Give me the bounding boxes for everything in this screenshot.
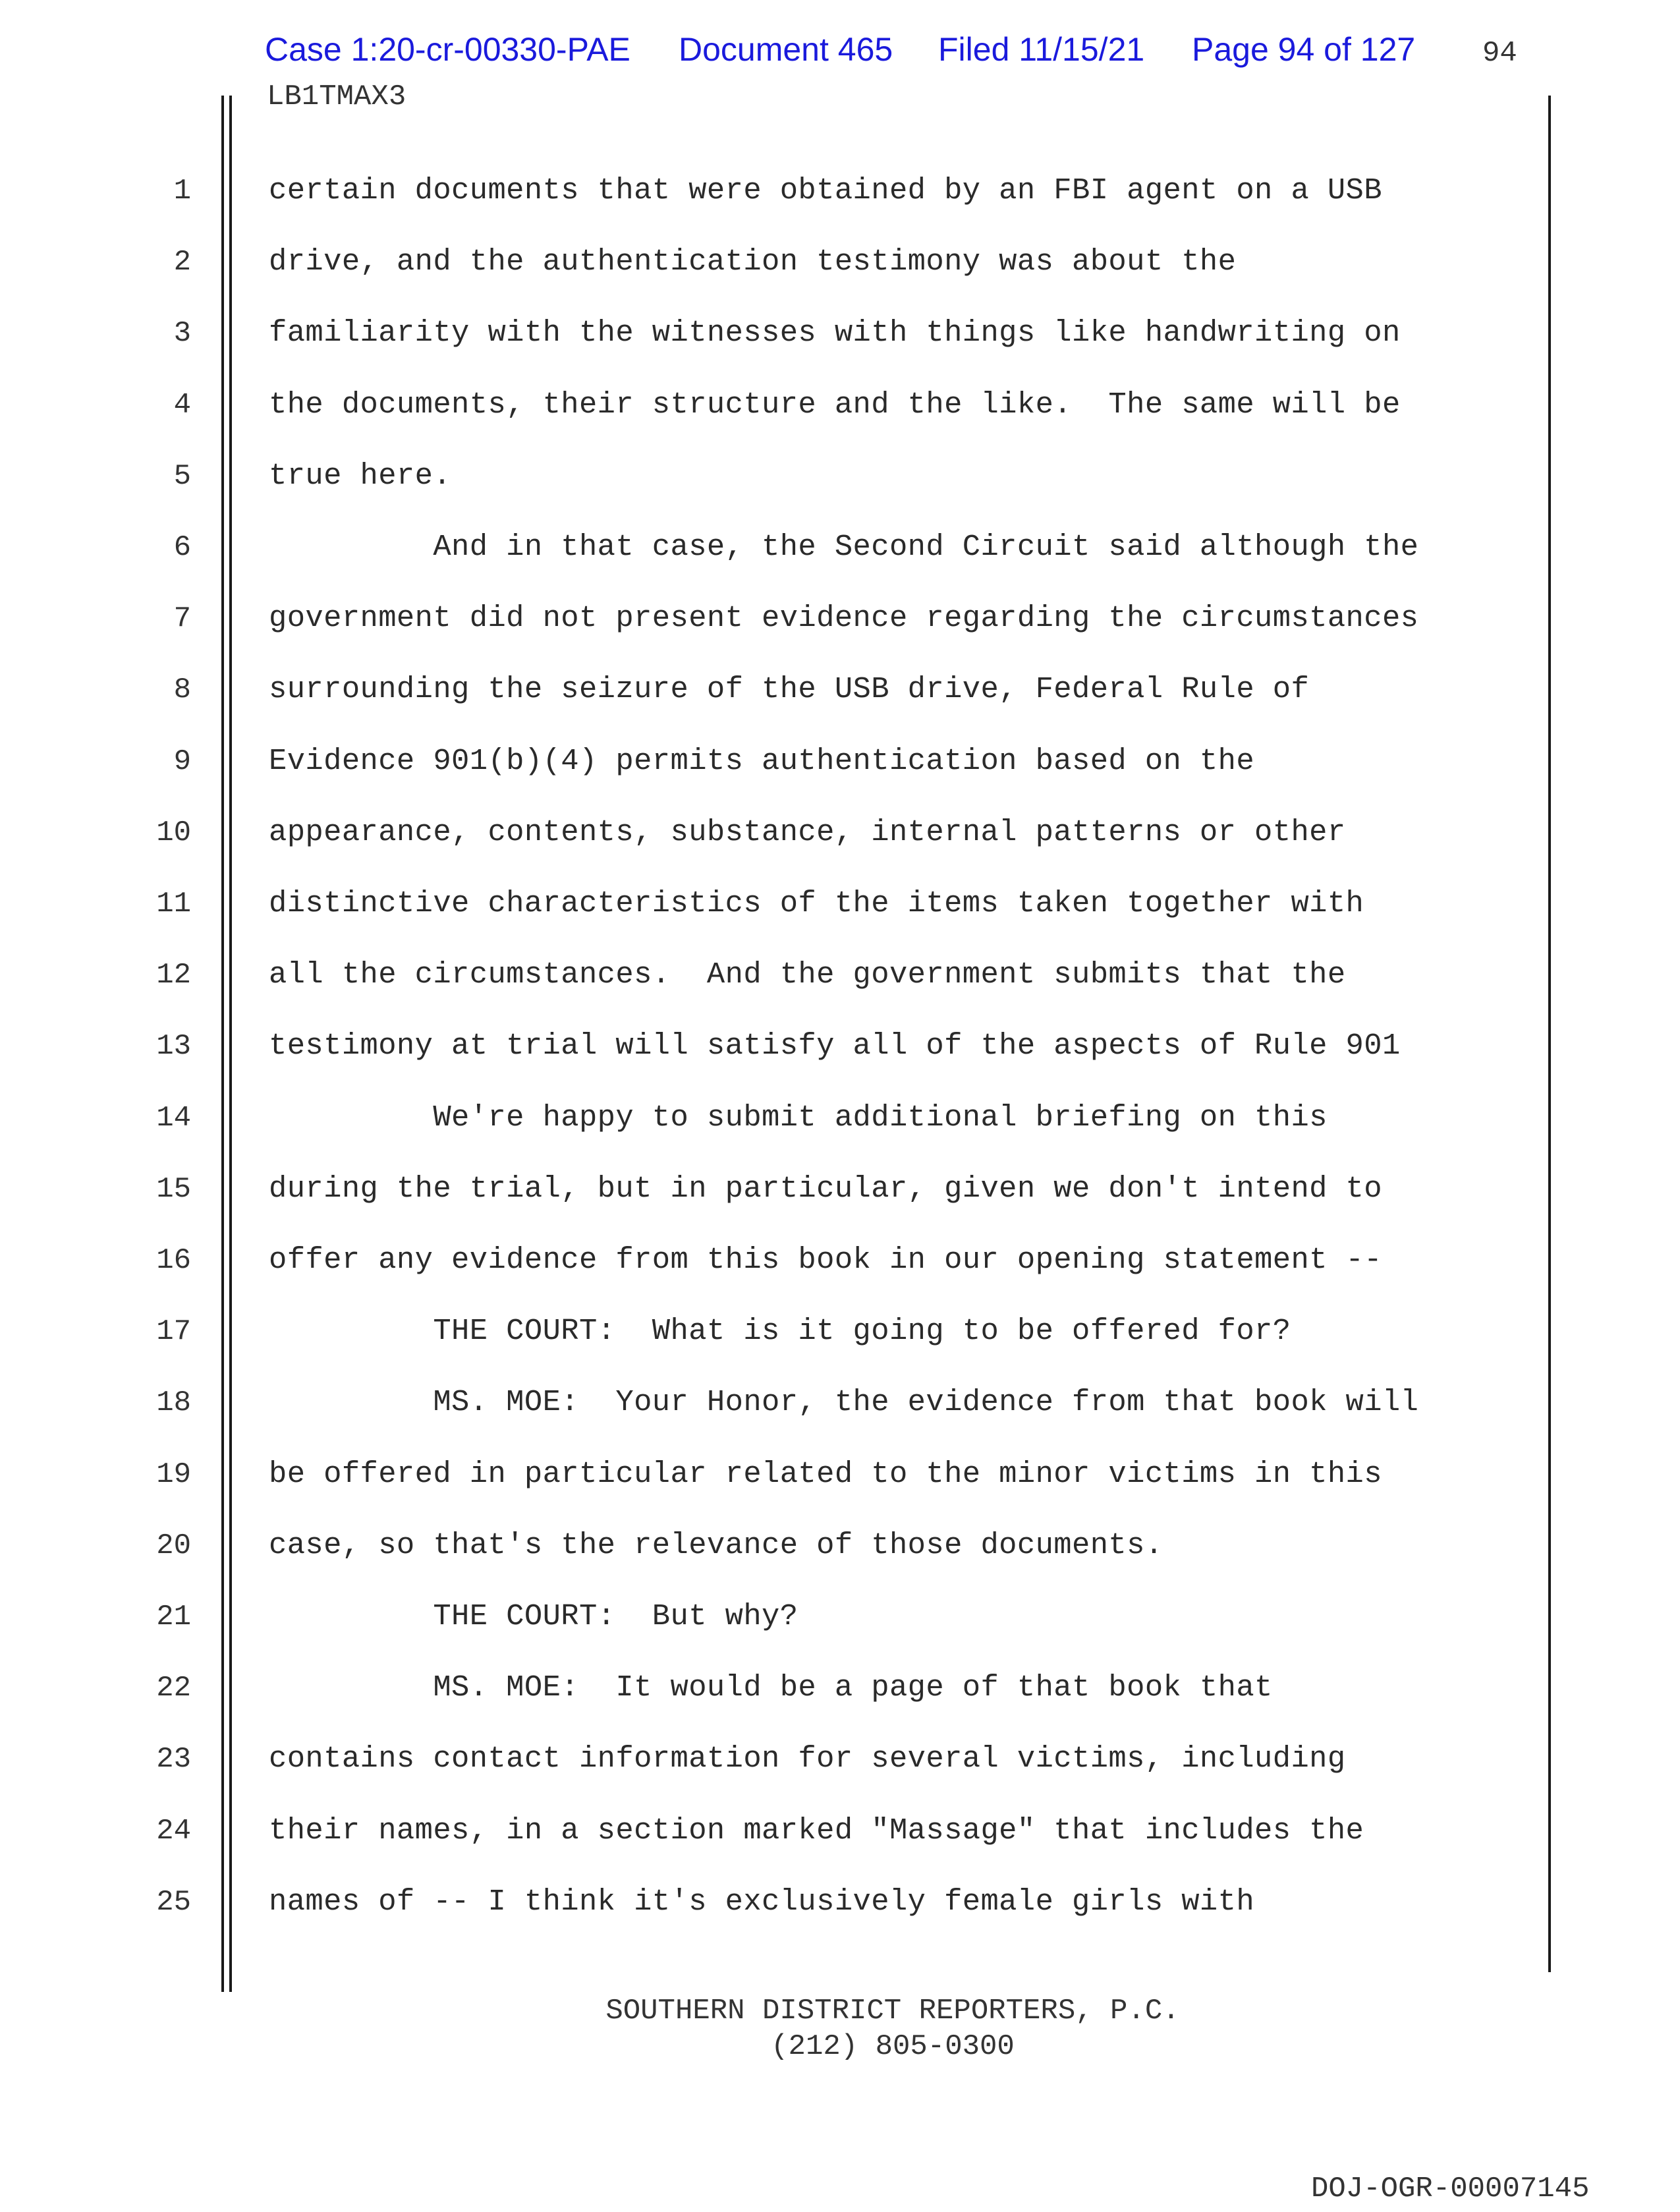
document-number: Document 465: [679, 31, 893, 68]
transcript-code: LB1TMAX3: [267, 80, 406, 113]
line-number: 6: [173, 531, 191, 564]
line-number: 12: [156, 959, 191, 992]
page-of-total: Page 94 of 127: [1192, 31, 1416, 68]
transcript-line: case, so that's the relevance of those documents.: [269, 1528, 1163, 1562]
line-number: 2: [173, 246, 191, 279]
line-number: 16: [156, 1244, 191, 1277]
line-number: 15: [156, 1173, 191, 1206]
transcript-line: appearance, contents, substance, internal patterns or other: [269, 815, 1346, 849]
line-number: 14: [156, 1102, 191, 1135]
left-margin-rule-outer: [221, 96, 224, 1992]
transcript-line: drive, and the authentication testimony was about the: [269, 244, 1237, 279]
transcript-line: MS. MOE: It would be a page of that book that: [269, 1670, 1273, 1705]
reporter-name: SOUTHERN DISTRICT REPORTERS, P.C.: [605, 1995, 1180, 2028]
line-number: 19: [156, 1458, 191, 1491]
bates-number: DOJ-OGR-00007145: [1311, 2172, 1590, 2205]
transcript-line: certain documents that were obtained by an FBI agent on a USB: [269, 173, 1382, 208]
line-number: 20: [156, 1529, 191, 1562]
line-number: 17: [156, 1315, 191, 1348]
line-number: 21: [156, 1601, 191, 1633]
transcript-line: testimony at trial will satisfy all of the aspects of Rule 901: [269, 1029, 1401, 1063]
transcript-line: government did not present evidence regarding the circumstances: [269, 601, 1419, 635]
line-number: 9: [173, 745, 191, 778]
line-number: 10: [156, 816, 191, 849]
transcript-line: And in that case, the Second Circuit said although the: [269, 530, 1419, 564]
case-number: Case 1:20-cr-00330-PAE: [265, 31, 630, 68]
line-number: 5: [173, 460, 191, 493]
left-margin-rule-inner: [229, 96, 232, 1992]
transcript-line: familiarity with the witnesses with things like handwriting on: [269, 316, 1401, 350]
line-number: 25: [156, 1886, 191, 1919]
transcript-line: their names, in a section marked "Massage" that includes the: [269, 1813, 1364, 1848]
transcript-line: names of -- I think it's exclusively female girls with: [269, 1885, 1255, 1919]
transcript-line: THE COURT: But why?: [269, 1599, 798, 1633]
transcript-line: true here.: [269, 459, 452, 493]
line-number: 18: [156, 1386, 191, 1419]
line-number: 1: [173, 175, 191, 208]
line-number: 22: [156, 1672, 191, 1705]
transcript-line: MS. MOE: Your Honor, the evidence from that book will: [269, 1385, 1419, 1419]
line-number: 7: [173, 602, 191, 635]
line-number: 3: [173, 317, 191, 350]
transcript-line: distinctive characteristics of the items taken together with: [269, 886, 1364, 921]
transcript-line: offer any evidence from this book in our opening statement --: [269, 1243, 1382, 1277]
reporter-phone: (212) 805-0300: [771, 2030, 1015, 2063]
line-number: 8: [173, 673, 191, 706]
right-margin-rule: [1548, 96, 1551, 1972]
transcript-line: surrounding the seizure of the USB drive, Federal Rule of: [269, 672, 1310, 706]
transcript-line: the documents, their structure and the like. The same will be: [269, 387, 1401, 422]
transcript-line: be offered in particular related to the minor victims in this: [269, 1457, 1382, 1491]
transcript-line: We're happy to submit additional briefing on this: [269, 1100, 1328, 1135]
line-number: 23: [156, 1743, 191, 1776]
transcript-line: all the circumstances. And the government submits that the: [269, 957, 1346, 992]
page-number: 94: [1482, 37, 1517, 70]
transcript-line: THE COURT: What is it going to be offered for?: [269, 1314, 1291, 1348]
filed-date: Filed 11/15/21: [938, 31, 1145, 68]
transcript-line: Evidence 901(b)(4) permits authentication based on the: [269, 744, 1255, 778]
line-number: 4: [173, 389, 191, 422]
transcript-line: during the trial, but in particular, given we don't intend to: [269, 1172, 1382, 1206]
line-number: 11: [156, 888, 191, 921]
line-number: 13: [156, 1030, 191, 1063]
transcript-line: contains contact information for several victims, including: [269, 1742, 1346, 1776]
line-number: 24: [156, 1815, 191, 1848]
